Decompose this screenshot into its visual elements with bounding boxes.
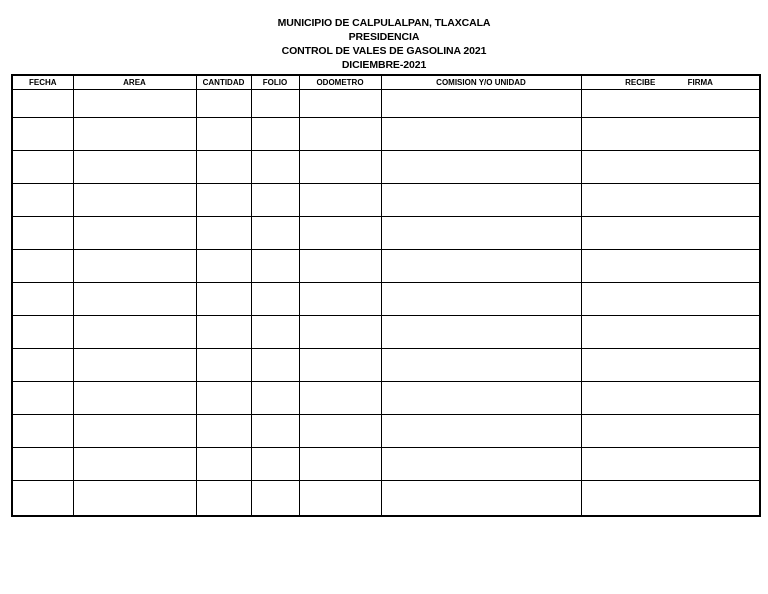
cell-folio xyxy=(251,250,299,283)
cell-area xyxy=(73,90,196,118)
cell-fecha xyxy=(12,316,73,349)
cell-cantidad xyxy=(196,90,251,118)
cell-folio xyxy=(251,415,299,448)
cell-folio xyxy=(251,349,299,382)
cell-odometro xyxy=(299,448,381,481)
municipality-title: MUNICIPIO DE CALPULALPAN, TLAXCALA xyxy=(277,17,491,29)
table-row xyxy=(12,250,760,283)
column-header-recibe-firma xyxy=(581,75,760,90)
cell-cantidad xyxy=(196,184,251,217)
cell-fecha xyxy=(12,448,73,481)
table-row xyxy=(12,382,760,415)
cell-comision xyxy=(381,448,581,481)
cell-fecha xyxy=(12,250,73,283)
cell-recibe-firma xyxy=(581,90,760,118)
cell-area xyxy=(73,118,196,151)
cell-folio xyxy=(251,217,299,250)
cell-cantidad xyxy=(196,349,251,382)
cell-recibe-firma xyxy=(581,283,760,316)
cell-recibe-firma xyxy=(581,118,760,151)
cell-cantidad xyxy=(196,151,251,184)
table-row xyxy=(12,90,760,118)
table-row xyxy=(12,481,760,517)
cell-fecha xyxy=(12,217,73,250)
cell-folio xyxy=(251,382,299,415)
cell-folio xyxy=(251,481,299,517)
cell-fecha xyxy=(12,90,73,118)
cell-folio xyxy=(251,118,299,151)
cell-comision xyxy=(381,382,581,415)
cell-folio xyxy=(251,90,299,118)
document-title: CONTROL DE VALES DE GASOLINA 2021 xyxy=(281,45,487,57)
cell-area xyxy=(73,250,196,283)
cell-cantidad xyxy=(196,316,251,349)
cell-recibe-firma xyxy=(581,481,760,517)
cell-odometro xyxy=(299,184,381,217)
table-row xyxy=(12,184,760,217)
cell-cantidad xyxy=(196,382,251,415)
column-header-folio: FOLIO xyxy=(251,75,299,90)
period-title: DICIEMBRE-2021 xyxy=(341,59,427,71)
cell-odometro xyxy=(299,250,381,283)
cell-comision xyxy=(381,415,581,448)
table-row xyxy=(12,349,760,382)
table-row xyxy=(12,316,760,349)
cell-comision xyxy=(381,217,581,250)
table-row xyxy=(12,151,760,184)
cell-area xyxy=(73,382,196,415)
cell-comision xyxy=(381,151,581,184)
cell-cantidad xyxy=(196,118,251,151)
table-row xyxy=(12,448,760,481)
cell-fecha xyxy=(12,382,73,415)
cell-cantidad xyxy=(196,481,251,517)
cell-comision xyxy=(381,184,581,217)
cell-cantidad xyxy=(196,217,251,250)
cell-odometro xyxy=(299,382,381,415)
cell-folio xyxy=(251,283,299,316)
cell-recibe-firma xyxy=(581,184,760,217)
cell-folio xyxy=(251,184,299,217)
table-body xyxy=(12,90,760,517)
cell-area xyxy=(73,217,196,250)
cell-area xyxy=(73,316,196,349)
table-row xyxy=(12,415,760,448)
cell-odometro xyxy=(299,217,381,250)
cell-recibe-firma xyxy=(581,349,760,382)
office-title: PRESIDENCIA xyxy=(348,31,420,43)
cell-odometro xyxy=(299,415,381,448)
cell-fecha xyxy=(12,415,73,448)
cell-folio xyxy=(251,151,299,184)
cell-area xyxy=(73,283,196,316)
cell-comision xyxy=(381,118,581,151)
cell-cantidad xyxy=(196,448,251,481)
column-header-firma: FIRMA xyxy=(687,78,713,87)
cell-area xyxy=(73,349,196,382)
cell-comision xyxy=(381,316,581,349)
table-row xyxy=(12,217,760,250)
cell-comision xyxy=(381,283,581,316)
cell-area xyxy=(73,151,196,184)
cell-recibe-firma xyxy=(581,415,760,448)
cell-area xyxy=(73,184,196,217)
table-row xyxy=(12,118,760,151)
cell-odometro xyxy=(299,283,381,316)
cell-odometro xyxy=(299,118,381,151)
cell-fecha xyxy=(12,118,73,151)
cell-odometro xyxy=(299,316,381,349)
column-header-fecha: FECHA xyxy=(12,75,73,90)
cell-fecha xyxy=(12,481,73,517)
cell-recibe-firma xyxy=(581,316,760,349)
cell-fecha xyxy=(12,151,73,184)
cell-comision xyxy=(381,481,581,517)
cell-odometro xyxy=(299,90,381,118)
cell-odometro xyxy=(299,349,381,382)
column-header-comision: COMISION Y/O UNIDAD xyxy=(381,75,581,90)
cell-fecha xyxy=(12,349,73,382)
table-row xyxy=(12,283,760,316)
cell-recibe-firma xyxy=(581,448,760,481)
cell-area xyxy=(73,415,196,448)
cell-odometro xyxy=(299,151,381,184)
cell-comision xyxy=(381,90,581,118)
column-header-cantidad: CANTIDAD xyxy=(196,75,251,90)
cell-folio xyxy=(251,448,299,481)
column-header-recibe: RECIBE xyxy=(625,78,656,87)
cell-recibe-firma xyxy=(581,217,760,250)
cell-fecha xyxy=(12,283,73,316)
fuel-voucher-table xyxy=(11,74,761,517)
cell-cantidad xyxy=(196,415,251,448)
cell-recibe-firma xyxy=(581,250,760,283)
column-header-area: AREA xyxy=(73,75,196,90)
column-header-odometro: ODOMETRO xyxy=(299,75,381,90)
cell-area xyxy=(73,481,196,517)
cell-cantidad xyxy=(196,283,251,316)
table-header-row xyxy=(12,75,760,90)
cell-cantidad xyxy=(196,250,251,283)
cell-recibe-firma xyxy=(581,151,760,184)
cell-recibe-firma xyxy=(581,382,760,415)
cell-area xyxy=(73,448,196,481)
cell-folio xyxy=(251,316,299,349)
cell-comision xyxy=(381,250,581,283)
cell-comision xyxy=(381,349,581,382)
cell-odometro xyxy=(299,481,381,517)
cell-fecha xyxy=(12,184,73,217)
document-header xyxy=(0,16,768,72)
